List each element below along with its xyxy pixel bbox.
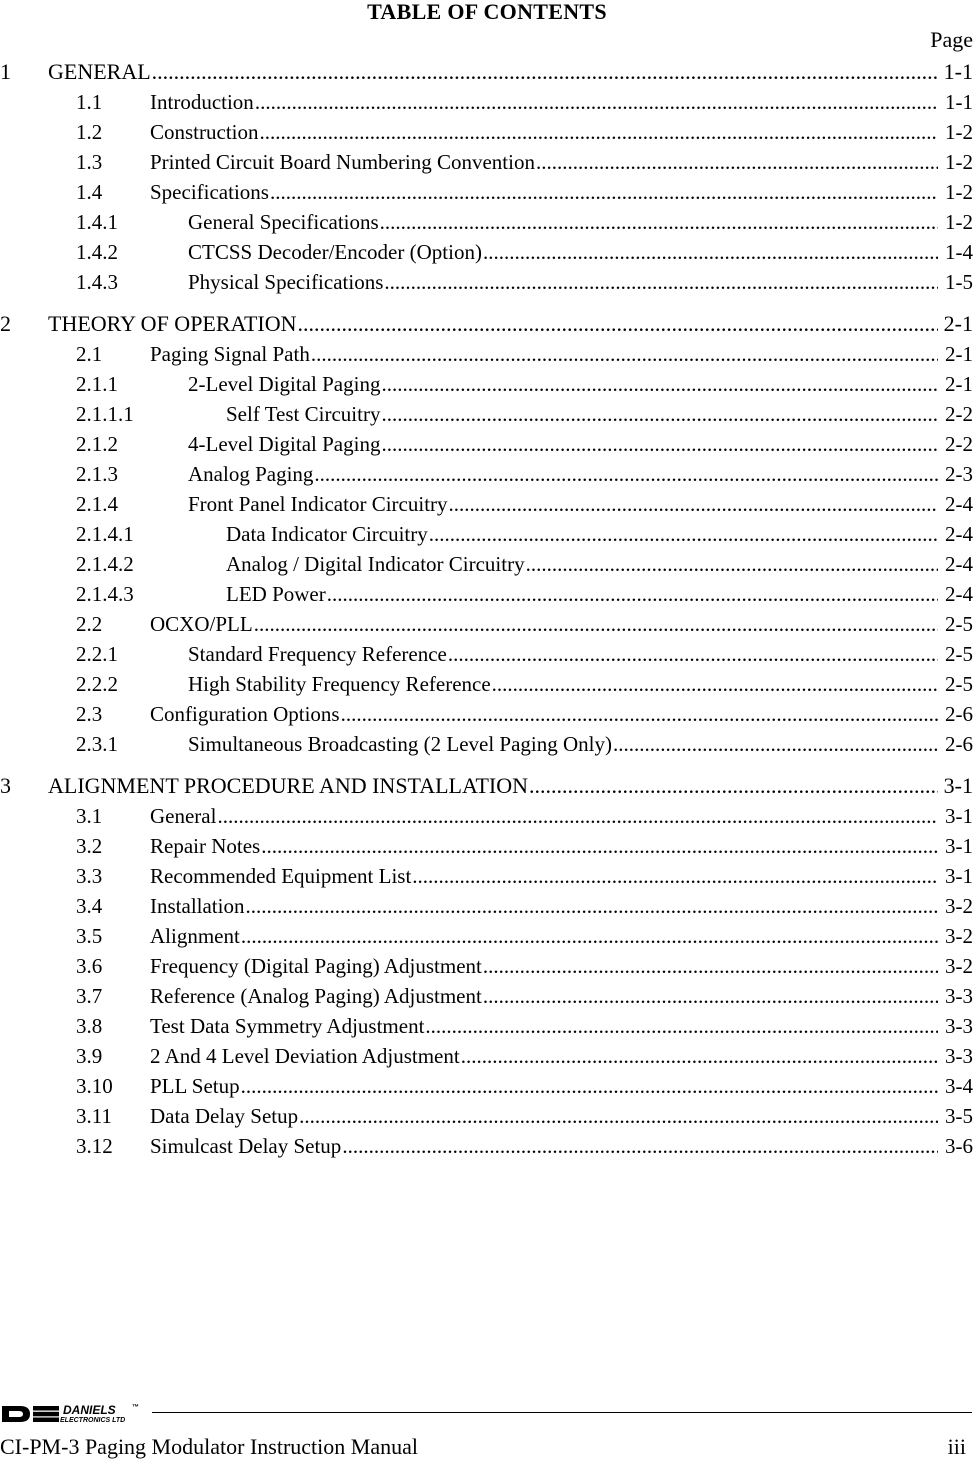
toc-entry-page: 2-6 [945, 702, 973, 726]
toc-dot-leader [342, 1131, 938, 1161]
toc-entry-page: 2-4 [945, 522, 973, 546]
toc-dot-leader [526, 549, 938, 579]
toc-entry-page: 3-5 [945, 1104, 973, 1128]
toc-entry-title: Introduction [150, 90, 254, 114]
logo-trademark: ™ [132, 1404, 139, 1411]
toc-entry-title: Front Panel Indicator Circuitry [188, 492, 448, 516]
toc-dot-leader [381, 369, 938, 399]
toc-dot-leader [461, 1041, 938, 1071]
toc-entry-number: 2.3 [76, 702, 103, 726]
toc-entry-title: 4-Level Digital Paging [188, 432, 381, 456]
toc-dot-leader [448, 639, 938, 669]
toc-entry[interactable] [0, 147, 974, 177]
toc-entry[interactable] [0, 861, 974, 891]
toc-entry-number: 3.6 [76, 954, 103, 978]
toc-entry[interactable] [0, 891, 974, 921]
toc-entry-number: 1.3 [76, 150, 103, 174]
toc-entry[interactable] [0, 207, 974, 237]
toc-entry-page: 1-2 [945, 180, 973, 204]
toc-entry[interactable] [0, 1101, 974, 1131]
toc-entry-number: 2.1.1.1 [76, 402, 134, 426]
toc-dot-leader [255, 87, 938, 117]
toc-entry-title: General [150, 804, 217, 828]
toc-entry-page: 2-5 [945, 672, 973, 696]
toc-entry[interactable] [0, 1131, 974, 1161]
toc-entry-title: Simultaneous Broadcasting (2 Level Paging Only) [188, 732, 613, 756]
toc-entry-number: 1.4 [76, 180, 103, 204]
toc-dot-leader [311, 339, 938, 369]
toc-dot-leader [492, 669, 938, 699]
toc-entry[interactable] [0, 579, 974, 609]
toc-entry-title: Standard Frequency Reference [188, 642, 447, 666]
toc-dot-leader [341, 699, 938, 729]
toc-entry[interactable] [0, 237, 974, 267]
toc-entry-title: Specifications [150, 180, 269, 204]
toc-entry-number: 2.1.2 [76, 432, 118, 456]
toc-dot-leader [483, 951, 938, 981]
toc-entry-page: 3-3 [945, 984, 973, 1008]
toc-entry-page: 3-2 [945, 924, 973, 948]
toc-entry[interactable] [0, 951, 974, 981]
page-column-label: Page [930, 27, 973, 52]
toc-entry-title: Analog Paging [188, 462, 314, 486]
toc-entry-page: 1-5 [945, 270, 973, 294]
toc-entry-title: Paging Signal Path [150, 342, 310, 366]
toc-entry-number: 1.4.1 [76, 210, 118, 234]
toc-entry-number: 2 [0, 311, 11, 336]
toc-entry-title: Simulcast Delay Setup [150, 1134, 342, 1158]
toc-entry-title: LED Power [226, 582, 326, 606]
toc-entry-title: Construction [150, 120, 259, 144]
toc-entry-page: 2-2 [945, 432, 973, 456]
toc-entry-title: Alignment [150, 924, 240, 948]
toc-entry-page: 2-5 [945, 612, 973, 636]
toc-entry-page: 1-4 [945, 240, 973, 264]
toc-entry-title: Configuration Options [150, 702, 340, 726]
toc-dot-leader [152, 57, 938, 87]
toc-entry-page: 3-3 [945, 1014, 973, 1038]
toc-entry[interactable] [0, 639, 974, 669]
toc-entry-number: 2.1.4.1 [76, 522, 134, 546]
toc-entry-number: 2.1.4.3 [76, 582, 134, 606]
toc-entry-page: 1-2 [945, 150, 973, 174]
toc-entry[interactable] [0, 669, 974, 699]
toc-entry-number: 2.1 [76, 342, 103, 366]
toc-entry-page: 3-1 [945, 834, 973, 858]
toc-entry[interactable] [0, 309, 974, 339]
toc-dot-leader [613, 729, 938, 759]
toc-dot-leader [384, 267, 938, 297]
toc-entry-title: Data Indicator Circuitry [226, 522, 428, 546]
toc-entry-title: Physical Specifications [188, 270, 384, 294]
toc-dot-leader [425, 1011, 938, 1041]
toc-entry-number: 3.9 [76, 1044, 103, 1068]
toc-entry[interactable] [0, 981, 974, 1011]
toc-entry-title: ALIGNMENT PROCEDURE AND INSTALLATION [48, 773, 528, 798]
toc-entry-page: 2-1 [945, 342, 973, 366]
toc-entry-number: 2.3.1 [76, 732, 118, 756]
toc-entry-title: Data Delay Setup [150, 1104, 299, 1128]
toc-entry-number: 2.1.3 [76, 462, 118, 486]
toc-entry[interactable] [0, 831, 974, 861]
toc-entry-title: THEORY OF OPERATION [48, 311, 297, 336]
toc-entry[interactable] [0, 549, 974, 579]
toc-entry-number: 2.2.1 [76, 642, 118, 666]
toc-entry[interactable] [0, 459, 974, 489]
toc-entry-page: 2-4 [945, 492, 973, 516]
toc-entry-number: 3.7 [76, 984, 103, 1008]
toc-dot-leader [260, 117, 939, 147]
toc-dot-leader [241, 1071, 938, 1101]
toc-entry-title: PLL Setup [150, 1074, 240, 1098]
toc-dot-leader [327, 579, 938, 609]
toc-entry-number: 2.2 [76, 612, 103, 636]
toc-entry-page: 1-2 [945, 210, 973, 234]
page-title: TABLE OF CONTENTS [367, 0, 607, 24]
toc-dot-leader [380, 207, 938, 237]
toc-dot-leader [529, 771, 938, 801]
toc-entry-page: 3-1 [945, 804, 973, 828]
toc-dot-leader [381, 429, 938, 459]
toc-entry[interactable] [0, 699, 974, 729]
toc-entry-page: 3-1 [945, 864, 973, 888]
toc-entry-number: 3.11 [76, 1104, 112, 1128]
toc-entry-number: 2.2.2 [76, 672, 118, 696]
toc-entry-title: GENERAL [48, 59, 151, 84]
toc-dot-leader [381, 399, 938, 429]
toc-entry-number: 3.3 [76, 864, 103, 888]
logo-brand: DANIELS [63, 1403, 116, 1417]
toc-entry-number: 1.4.2 [76, 240, 118, 264]
toc-entry-title: General Specifications [188, 210, 379, 234]
toc-entry-number: 3.2 [76, 834, 103, 858]
toc-entry-page: 2-4 [945, 582, 973, 606]
toc-entry[interactable] [0, 87, 974, 117]
toc-entry[interactable] [0, 117, 974, 147]
toc-entry-number: 3.12 [76, 1134, 113, 1158]
toc-entry[interactable] [0, 609, 974, 639]
toc-dot-leader [270, 177, 938, 207]
toc-entry-page: 2-1 [943, 311, 973, 336]
toc-entry-page: 3-4 [945, 1074, 973, 1098]
footer-rule [152, 1412, 972, 1413]
toc-entry-title: OCXO/PLL [150, 612, 253, 636]
toc-entry-number: 1.4.3 [76, 270, 118, 294]
toc-entry[interactable] [0, 729, 974, 759]
toc-entry[interactable] [0, 1041, 974, 1071]
toc-entry-title: Analog / Digital Indicator Circuitry [226, 552, 525, 576]
toc-entry[interactable] [0, 57, 974, 87]
toc-entry-page: 3-2 [945, 894, 973, 918]
toc-dot-leader [314, 459, 938, 489]
toc-entry[interactable] [0, 801, 974, 831]
toc-entry-page: 2-3 [945, 462, 973, 486]
toc-entry-number: 2.1.4.2 [76, 552, 134, 576]
logo-subtitle: ELECTRONICS LTD [60, 1417, 126, 1424]
toc-entry[interactable] [0, 429, 974, 459]
daniels-logo [0, 1400, 152, 1426]
toc-entry[interactable] [0, 519, 974, 549]
toc-entry-title: 2-Level Digital Paging [188, 372, 381, 396]
toc-dot-leader [245, 891, 938, 921]
toc-dot-leader [299, 1101, 938, 1131]
toc-entry-page: 2-5 [945, 642, 973, 666]
toc-entry-number: 3.5 [76, 924, 103, 948]
toc-entry-page: 3-1 [943, 773, 973, 798]
toc-dot-leader [429, 519, 938, 549]
toc-entry-page: 2-2 [945, 402, 973, 426]
toc-entry-title: Frequency (Digital Paging) Adjustment [150, 954, 482, 978]
toc-entry[interactable] [0, 369, 974, 399]
toc-entry[interactable] [0, 771, 974, 801]
toc-entry-title: High Stability Frequency Reference [188, 672, 491, 696]
toc-entry-number: 2.1.4 [76, 492, 118, 516]
toc-entry[interactable] [0, 399, 974, 429]
toc-dot-leader [241, 921, 938, 951]
toc-entry-title: Self Test Circuitry [226, 402, 381, 426]
toc-entry-page: 1-1 [945, 90, 973, 114]
toc-entry-number: 2.1.1 [76, 372, 118, 396]
toc-entry-page: 2-1 [945, 372, 973, 396]
toc-entry-title: CTCSS Decoder/Encoder (Option) [188, 240, 482, 264]
toc-entry-number: 1.1 [76, 90, 103, 114]
toc-entry-page: 1-1 [943, 59, 973, 84]
toc-entry-title: Recommended Equipment List [150, 864, 412, 888]
toc-entry-number: 3 [0, 773, 11, 798]
toc-entry[interactable] [0, 489, 974, 519]
toc-dot-leader [483, 981, 938, 1011]
toc-dot-leader [449, 489, 938, 519]
toc-entry-number: 1.2 [76, 120, 103, 144]
toc-dot-leader [254, 609, 938, 639]
toc-entry-title: Test Data Symmetry Adjustment [150, 1014, 425, 1038]
toc-dot-leader [412, 861, 938, 891]
toc-dot-leader [483, 237, 938, 267]
toc-entry-page: 3-2 [945, 954, 973, 978]
toc-entry-page: 1-2 [945, 120, 973, 144]
toc-dot-leader [261, 831, 938, 861]
toc-entry-title: Printed Circuit Board Numbering Convention [150, 150, 535, 174]
toc-dot-leader [536, 147, 938, 177]
toc-entry-page: 2-4 [945, 552, 973, 576]
toc-entry-number: 3.1 [76, 804, 103, 828]
toc-entry-title: Repair Notes [150, 834, 261, 858]
toc-entry-page: 3-6 [945, 1134, 973, 1158]
toc-dot-leader [298, 309, 938, 339]
toc-entry-title: Reference (Analog Paging) Adjustment [150, 984, 482, 1008]
toc-entry[interactable] [0, 921, 974, 951]
toc-entry-number: 3.10 [76, 1074, 113, 1098]
footer-manual-title: CI-PM-3 Paging Modulator Instruction Manual [0, 1434, 418, 1459]
toc-entry[interactable] [0, 177, 974, 207]
toc-entry[interactable] [0, 267, 974, 297]
toc-entry-page: 3-3 [945, 1044, 973, 1068]
footer-page-number: iii [947, 1434, 966, 1459]
toc-entry-number: 3.8 [76, 1014, 103, 1038]
toc-entry-number: 3.4 [76, 894, 103, 918]
toc-entry[interactable] [0, 339, 974, 369]
toc-entry-number: 1 [0, 59, 11, 84]
toc-entry[interactable] [0, 1011, 974, 1041]
toc-entry-page: 2-6 [945, 732, 973, 756]
toc-dot-leader [217, 801, 938, 831]
toc-entry[interactable] [0, 1071, 974, 1101]
toc-entry-title: 2 And 4 Level Deviation Adjustment [150, 1044, 460, 1068]
toc-entry-title: Installation [150, 894, 245, 918]
